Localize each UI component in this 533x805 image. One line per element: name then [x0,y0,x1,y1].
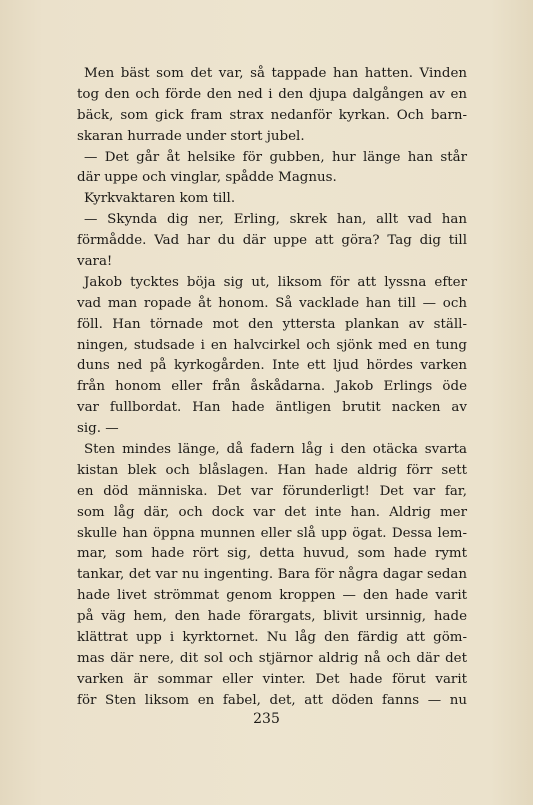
text-line: kistan blek och blåslagen. Han hade aldrig förr sett [77,462,467,478]
text-line: Men bäst som det var, så tappade han hatten. Vinden [84,66,467,81]
text-line: — Skynda dig ner, Erling, skrek han, allt vad han [84,212,467,228]
text-line: vad man ropade åt honom. Så vacklade han till — och [77,295,467,311]
page-number: 235 [253,711,280,727]
text-line: från honom eller från åskådarna. Jakob Erlings öde [77,379,467,395]
text-line: sig. — [77,421,119,437]
text-line: mar, som hade rört sig, detta huvud, som hade rymt [77,546,467,562]
text-line: hade livet strömmat genom kroppen — den hade varit [77,588,467,604]
text-line: Kyrkvaktaren kom till. [84,191,236,207]
text-line: förmådde. Vad har du där uppe att göra? Tag dig till [77,233,467,249]
text-line: skulle han öppna munnen eller slå upp ögat. Dessa lem- [77,525,467,541]
text-line: på väg hem, den hade förargats, blivit ursinnig, hade [77,609,467,625]
text-line: Jakob tycktes böja sig ut, liksom för att lyssna efter [84,274,467,290]
text-line: klättrat upp i kyrktornet. Nu låg den färdig att göm- [77,630,467,646]
text-line: ningen, studsade i en halvcirkel och sjönk med en tung [77,337,467,353]
body-text [77,64,467,712]
text-line: där uppe och vinglar, spådde Magnus. [77,170,337,186]
text-line: tankar, det var nu ingenting. Bara för några dagar sedan [77,567,467,583]
text-line: för Sten liksom en fabel, det, att döden fanns — nu [77,692,467,708]
text-line: varken är sommar eller vinter. Det hade förut varit [77,671,467,687]
text-line: föll. Han törnade mot den yttersta plankan av ställ- [77,316,467,332]
text-line: tog den och förde den ned i den djupa dalgången av en [77,86,467,102]
text-line: — Det går åt helsike för gubben, hur länge han står [84,149,467,165]
text-line: Sten mindes länge, då fadern låg i den otäcka svarta [84,442,467,458]
text-line: en död människa. Det var förunderligt! Det var far, [77,483,467,499]
text-line: mas där nere, dit sol och stjärnor aldrig nå och där det [77,650,467,666]
text-line: bäck, som gick fram strax nedanför kyrkan. Och barn- [77,107,467,123]
text-line: vara! [77,254,113,270]
text-line: duns ned på kyrkogården. Inte ett ljud hördes varken [77,358,467,374]
text-line: som låg där, och dock var det inte han. Aldrig mer [77,504,467,520]
text-line: skaran hurrade under stort jubel. [77,128,305,144]
text-line: var fullbordat. Han hade äntligen brutit nacken av [77,400,467,416]
